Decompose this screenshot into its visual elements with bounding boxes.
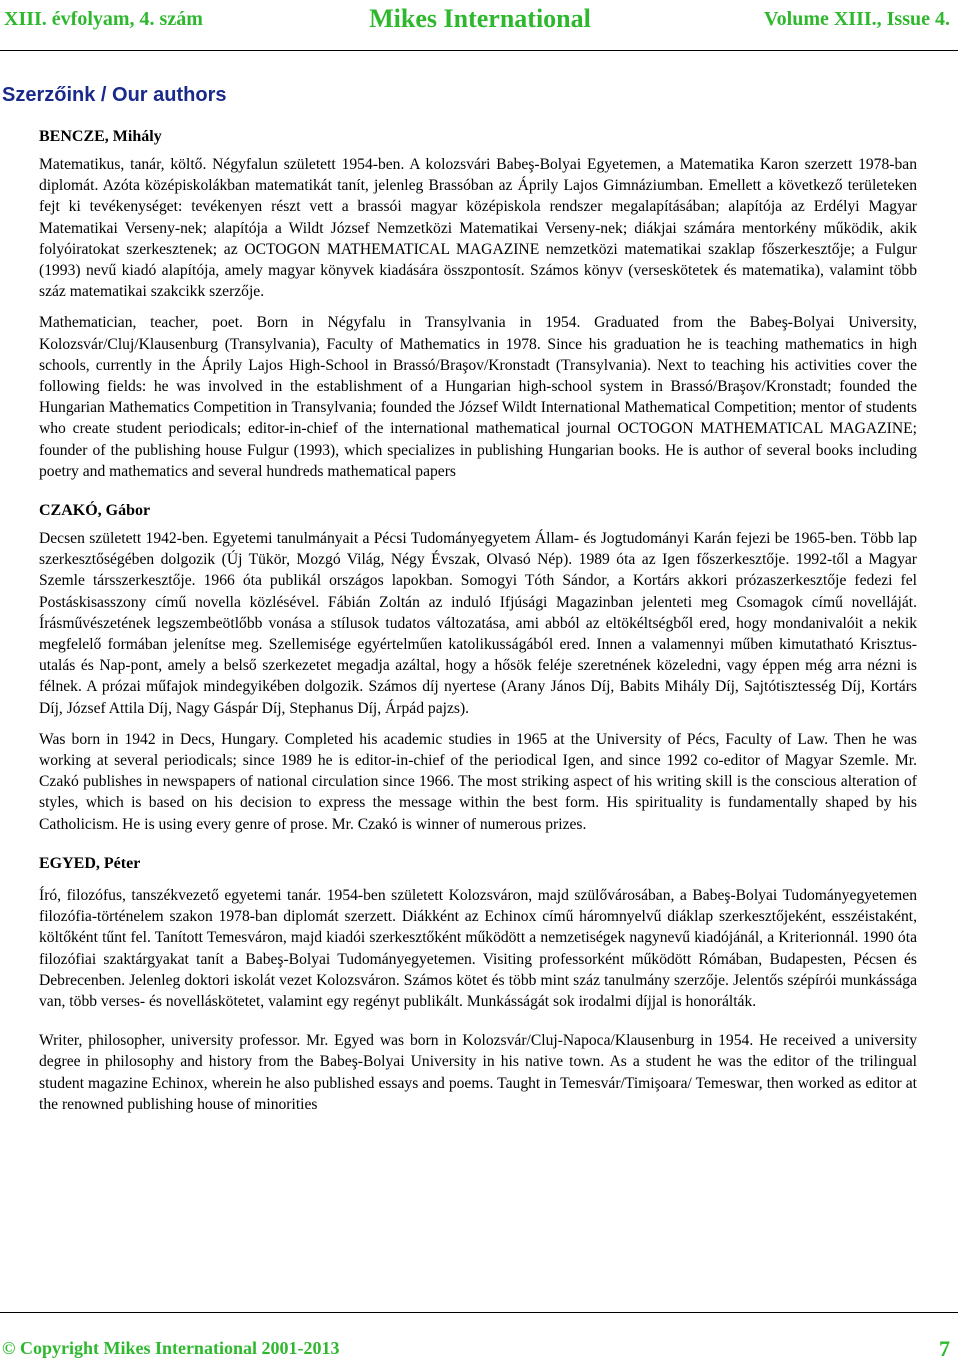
- section-title: Szerzőink / Our authors: [2, 84, 227, 106]
- author-bio-hu: Matematikus, tanár, költő. Négyfalun született 1954-ben. A kolozsvári Babeş-Bolyai Egyetemen, a Matematika Karon szerzett 1978-ban diplomát. Azóta középiskolákban matematikát tanít, jelenleg Brassóban az Áprily Lajos Gimnáziumban. Emellett a következő területeken fejt ki tevékenységet: tevékenyen részt vett a brassói magyar középiskola rendszer megalapításában; alapítója az Erdélyi Magyar Matematikai Verseny-nek; alapítója a Wildt József Nemzetközi Matematikai Verseny-nek; diákjai számára mentorkény működik, akik folyóiratokat szerkesztenek; az OCTOGON MATHEMATICAL MAGAZINE nemzetközi matematikai szaklap főszerkesztője; a Fulgur (1993) nevű kiadó alapítója, amely magyar könyvek kiadására összpontosít. Számos könyv (verseskötetek és matematika), valamint több száz matematikai szakcikk szerzője.: [39, 156, 917, 301]
- author-entry: [39, 853, 917, 1115]
- author-bio-hu: Decsen született 1942-ben. Egyetemi tanulmányait a Pécsi Tudományegyetem Állam- és Jogtudományi Karán fejezi be 1965-ben. Több lap szerkesztőségében dolgozik (Új Tükör, Mozgó Világ, Négy Évszak, Olvasó Nép). 1989 óta az Igen főszerkesztője. 1992-től a Magyar Szemle társszerkesztője. 1966 óta publikál országos lapokban. Somogyi Tóth Sándor, a Kortárs akkori prózaszerkesztője fedezi fel Postáskisasszony című novella közlésével. Fábián Zoltán az induló Ifjúsági Magazinban jelenteti meg Csomagok című novelláját. Írásművészetének legszembeötlőbb vonása a stílusok tudatos változatása, ami abból az eltökéltségből ered, hogy mondanivalóit a nekik megfelelő formában jelenítse meg. Szellemisége egyértelműen katolikusságából ered. Innen a valamennyi műben kimutatható Krisztus-utalás és Nap-pont, amely a belső szerkezetet megadja azáltal, hogy a hősök feléje szeretnének közeledni, vagy éppen még arra nézni is félnek. A prózai műfajok mindegyikében dolgozik. Számos díj nyertese (Arany János Díj, Babits Mihály Díj, Sajtótisztesség Díj, Kortárs Díj, József Attila Díj, Nagy Gáspár Díj, Stephanus Díj, Árpád pajzs).: [39, 530, 917, 717]
- author-entry: [39, 500, 917, 835]
- author-bio-hu: Író, filozófus, tanszékvezető egyetemi tanár. 1954-ben született Kolozsváron, majd szülővárosában, a Babeş-Bolyai Tudományegyetemen filozófia-történelem szakon 1978-ban diplomát szerzett. Diákként az Echinox című háromnyelvű diáklap szerkesztőjeként, esszéistaként, költőként tűnt fel. Tanított Temesváron, majd kiadói szerkesztőként működött a nemzetiségek nagynevű kiadójánál, a Kriterionnál. 1990 óta filozófiai szaktárgyakat tanít a Babeş-Bolyai Tudományegyetemen. Visiting professorként működött Rómában, Budapesten, Pécsen és Debrecenben. Jelenleg doktori iskolát vezet Kolozsváron. Számos kötet és több mint száz tanulmány szerzője. Jelentős szépírói munkássága van, több verses- és novelláskötetet, valamint egy regényt publikált. Munkásságát sok irodalmi díjjal is honorálták.: [39, 886, 917, 1010]
- author-bio-en: Mathematician, teacher, poet. Born in Négyfalu in Transylvania in 1954. Graduated from the Babeş-Bolyai University, Kolozsvár/Cluj/Klausenburg (Transylvania), Faculty of Mathematics in 1978. Since his graduation he is teaching mathematics in high schools, currently in the Áprily Lajos High-School in Brassó/Braşov/Kronstadt (Transylvania). Next to teaching his activities cover the following fields: he was involved in the establishment of a Hungarian high-school system in Brassó/Braşov/Kronstadt; founded the Hungarian Mathematics Competition in Transylvania; founded the József Wildt International Mathematical Competition; mentor of students who create student periodicals; editor-in-chief of the international mathematical journal OCTOGON MATHEMATICAL MAGAZINE; founder of the publishing house Fulgur (1993), which specializes in publishing Hungarian books. He is author of several books including poetry and mathematics and several hundreds mathematical papers: [39, 314, 917, 480]
- issue-label-hu: XIII. évfolyam, 4. szám: [4, 8, 203, 30]
- author-bio-en: Writer, philosopher, university professor. Mr. Egyed was born in Kolozsvár/Cluj-Napoca/Klausenburg in 1954. He received a university degree in philosophy and history from the Babeş-Bolyai University in his native town. As a student he was the editor of the trilingual student magazine Echinox, wherein he also published essays and poems. Taught in Temesvár/Timişoara/ Temeswar, then worked as editor at the renowned publishing house of minorities: [39, 1032, 917, 1113]
- header-rule: [0, 50, 958, 51]
- copyright-notice: © Copyright Mikes International 2001-2013: [2, 1338, 340, 1358]
- journal-title: Mikes International: [369, 4, 591, 33]
- author-name: EGYED, Péter: [39, 854, 141, 872]
- page-number: 7: [939, 1336, 950, 1361]
- author-entry: [39, 126, 917, 482]
- issue-label-en: Volume XIII., Issue 4.: [764, 8, 950, 30]
- footer-rule: [0, 1312, 958, 1313]
- author-name: BENCZE, Mihály: [39, 128, 162, 145]
- authors-list: [39, 126, 917, 1115]
- author-name: CZAKÓ, Gábor: [39, 502, 151, 520]
- running-header: [0, 4, 960, 40]
- author-bio-en: Was born in 1942 in Decs, Hungary. Completed his academic studies in 1965 at the University of Pécs, Faculty of Law. Then he was working at several periodicals; since 1989 he is editor-in-chief of the periodical Igen, and since 1992 co-editor of Magyar Szemle. Mr. Czakó publishes in newspapers of national circulation since 1966. The most striking aspect of his writing skill is the conscious alteration of styles, which is based on his decision to express the message within the best form. His spirituality is fundamentally shaped by his Catholicism. He is using every genre of prose. Mr. Czakó is winner of numerous prizes.: [39, 730, 917, 833]
